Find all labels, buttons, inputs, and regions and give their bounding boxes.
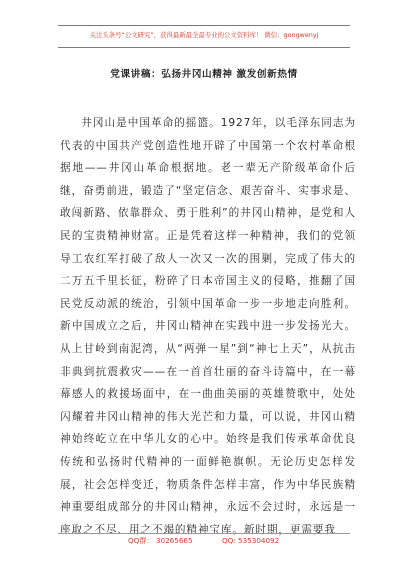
footer-qq-group: QQ群： 30265665 (128, 536, 193, 545)
footer-qq-number: QQ: 535304092 (222, 536, 280, 545)
document-title: 党课讲稿：弘扬井冈山精神 激发创新热情 (110, 69, 298, 80)
header-bottom-rule (58, 47, 350, 48)
header-banner: 关注头条号“公文研究”，获得最新最全最专业的公文资料库！ 微信：gongwenyj (89, 31, 319, 39)
document-body (60, 112, 356, 541)
body-paragraph: 井冈山是中国革命的摇篮。1927年，以毛泽东同志为代表的中国共产党创造性地开辟了中国第一个农村革命根据地——井冈山革命根据地。老一辈无产阶级革命仆后继，奋勇前进，锻造了“坚定信念、艰苦奋斗、实事求是、敢闯新路、依靠群众、勇于胜利”的井冈山精神，是党和人民的宝贵精神财富。正是凭着这样一种精神，我们的党领导工农红军打破了敌人一次又一次的围剿，完成了伟大的二万五千里长征，粉碎了日本帝国主义的侵略，推翻了国民党反动派的统治，引领中国革命一步一步地走向胜利。新中国成立之后，井冈山精神在实践中进一步发扬光大。从上甘岭到南泥湾，从“两弹一星”到“神七上天”，从抗击非典到抗震救灾——在一首首壮丽的奋斗诗篇中，在一幕幕感人的救援场面中，在一曲曲美丽的英雄赞歌中，处处闪耀着井冈山精神的伟大光芒和力量，可以说，井冈山精神始终屹立在中华儿女的心中。始终是我们传承革命优良传统和弘扬时代精神的一面鲜艳旗帜。无论历史怎样发展，社会怎样变迁，物质条件怎样丰富，作为中华民族精神重要组成部分的井冈山精神，永远不会过时，永远是一座取之不尽、用之不竭的精神宝库。新时期，更需要我 (60, 117, 356, 536)
footer-rule (58, 533, 350, 534)
header-top-rule (58, 25, 350, 26)
